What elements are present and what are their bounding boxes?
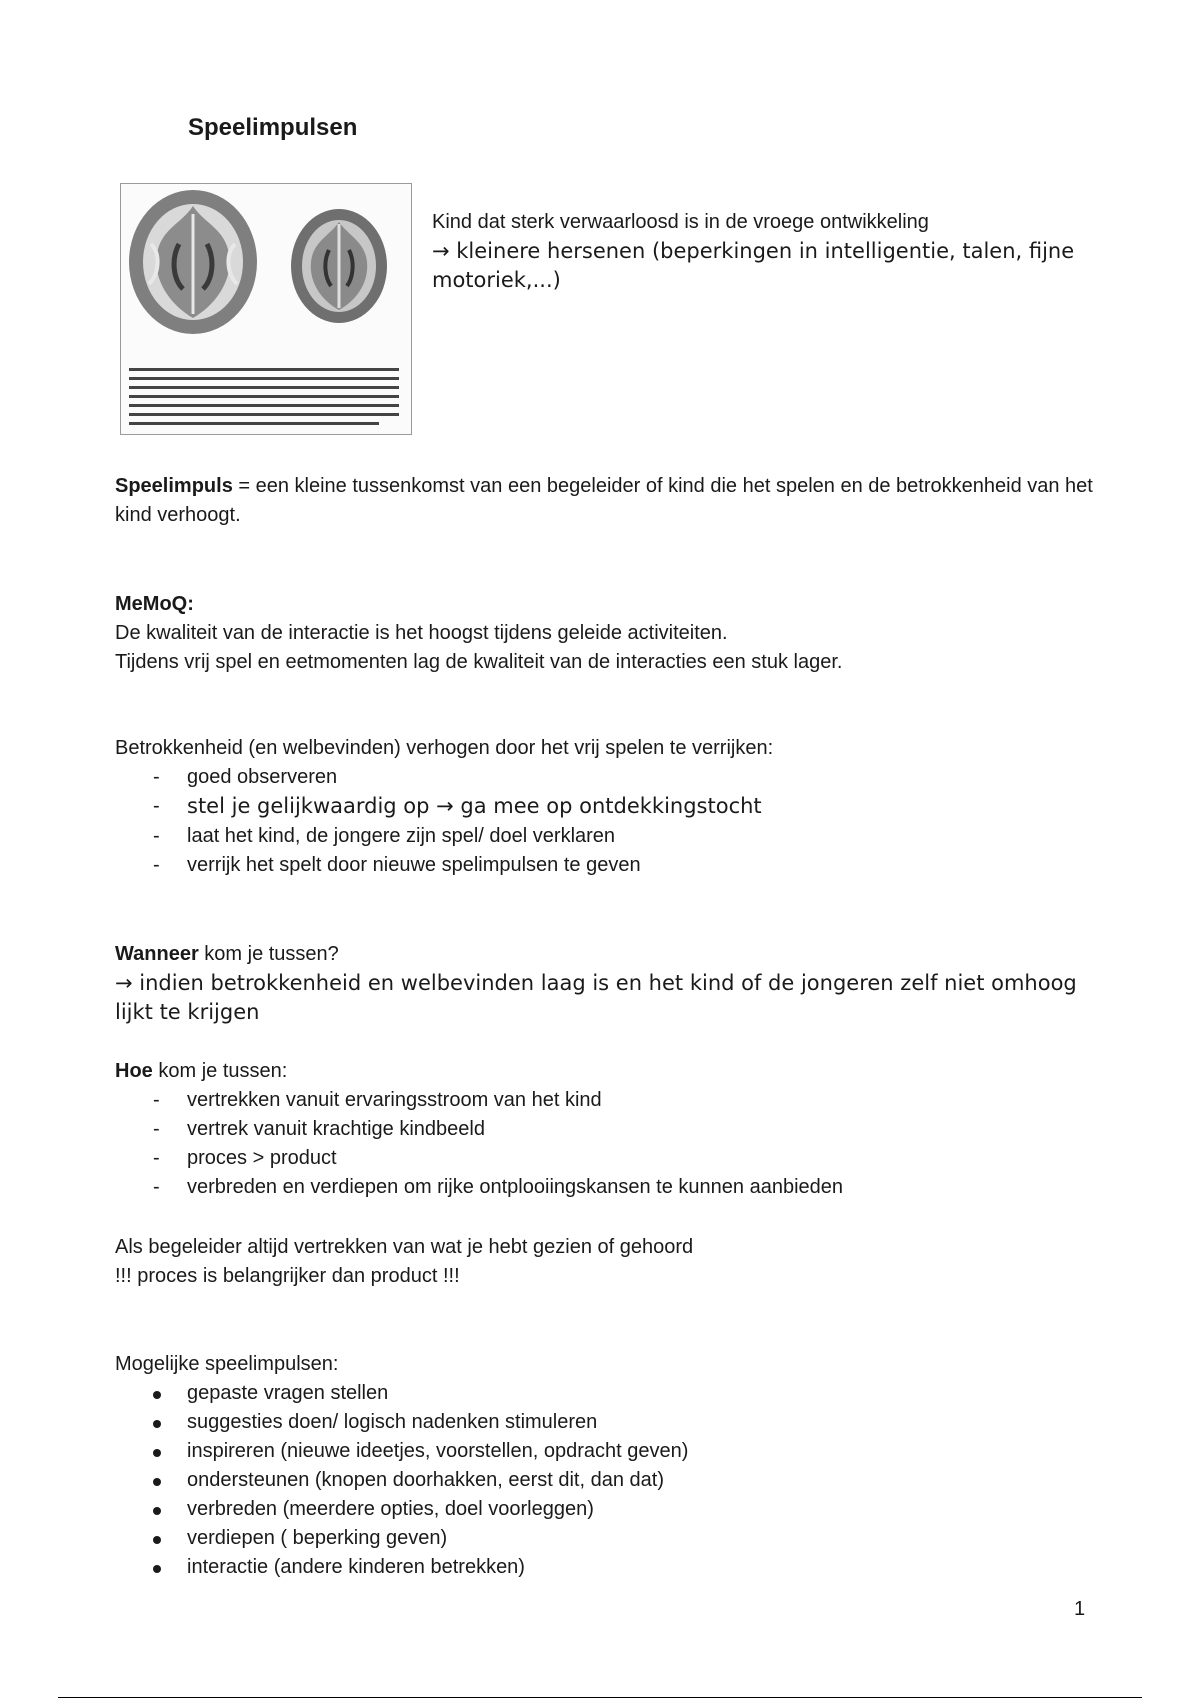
bullet-marker [153,1420,161,1428]
list-item: - vertrek vanuit krachtige kindbeeld [115,1115,1095,1144]
definition-term: Speelimpuls [115,475,233,497]
list-item: - goed observeren [115,763,1095,792]
list-item: ondersteunen (knopen doorhakken, eerst dit, dan dat) [115,1466,1095,1495]
bullet-marker [153,1449,161,1457]
bullet-marker [153,1565,161,1573]
dash-marker: - [153,825,160,847]
brain-scan-figure [120,183,412,435]
hoe-list [115,1086,1095,1202]
dash-marker: - [153,795,160,817]
begeleider-line-2: !!! proces is belangrijker dan product !!! [115,1265,460,1287]
hoe-text: kom je tussen: [152,1060,288,1082]
definition-paragraph [115,472,1095,530]
list-item: - vertrekken vanuit ervaringsstroom van het kind [115,1086,1095,1115]
bullet-marker [153,1478,161,1486]
footer-divider [58,1697,1142,1698]
list-item: - stel je gelijkwaardig op → ga mee op ontdekkingstocht [115,792,1095,822]
betrokkenheid-list [115,763,1095,880]
wanneer-answer: → indien betrokkenheid en welbevinden laag is en het kind of de jongeren zelf niet omhoog lijkt te krijgen [115,971,1077,1024]
dash-marker: - [153,1147,160,1169]
definition-text: = een kleine tussenkomst van een begeleider of kind die het spelen en de betrokkenheid van het kind verhoogt. [115,475,1093,526]
memoq-line-1: De kwaliteit van de interactie is het hoogst tijdens geleide activiteiten. [115,622,728,644]
betrokkenheid-intro: Betrokkenheid (en welbevinden) verhogen door het vrij spelen te verrijken: [115,737,774,759]
mogelijke-section [115,1350,1095,1582]
hoe-term: Hoe [115,1060,153,1082]
list-item: - proces > product [115,1144,1095,1173]
bullet-marker [153,1391,161,1399]
memoq-section [115,590,1095,677]
begeleider-line-1: Als begeleider altijd vertrekken van wat je hebt gezien of gehoord [115,1236,694,1258]
hoe-section [115,1057,1095,1202]
list-item: - verbreden en verdiepen om rijke ontplooiingskansen te kunnen aanbieden [115,1173,1095,1202]
page-title: Speelimpulsen [188,114,358,141]
dash-marker: - [153,854,160,876]
begeleider-section [115,1233,1095,1291]
mogelijke-list [115,1379,1095,1582]
list-item: suggesties doen/ logisch nadenken stimuleren [115,1408,1095,1437]
dash-marker: - [153,1176,160,1198]
intro-line-2: → kleinere hersenen (beperkingen in intelligentie, talen, fijne motoriek,...) [432,239,1075,292]
page-number: 1 [1074,1598,1086,1620]
list-item: inspireren (nieuwe ideetjes, voorstellen, opdracht geven) [115,1437,1095,1466]
betrokkenheid-section [115,734,1095,880]
mogelijke-intro: Mogelijke speelimpulsen: [115,1353,339,1375]
list-item: gepaste vragen stellen [115,1379,1095,1408]
bullet-marker [153,1507,161,1515]
list-item: verbreden (meerdere opties, doel voorleggen) [115,1495,1095,1524]
list-item: - verrijk het spelt door nieuwe spelimpulsen te geven [115,851,1095,880]
bullet-marker [153,1536,161,1544]
list-item: verdiepen ( beperking geven) [115,1524,1095,1553]
wanneer-section [115,940,1095,1027]
brain-scan-image [121,184,411,434]
wanneer-term: Wanneer [115,943,199,965]
wanneer-text: kom je tussen? [198,943,339,965]
intro-text [432,208,1092,295]
list-item: - laat het kind, de jongere zijn spel/ doel verklaren [115,822,1095,851]
memoq-line-2: Tijdens vrij spel en eetmomenten lag de kwaliteit van de interacties een stuk lager. [115,651,843,673]
dash-marker: - [153,766,160,788]
intro-line-1: Kind dat sterk verwaarloosd is in de vroege ontwikkeling [432,211,929,233]
dash-marker: - [153,1118,160,1140]
dash-marker: - [153,1089,160,1111]
list-item: interactie (andere kinderen betrekken) [115,1553,1095,1582]
memoq-heading: MeMoQ: [115,593,194,615]
